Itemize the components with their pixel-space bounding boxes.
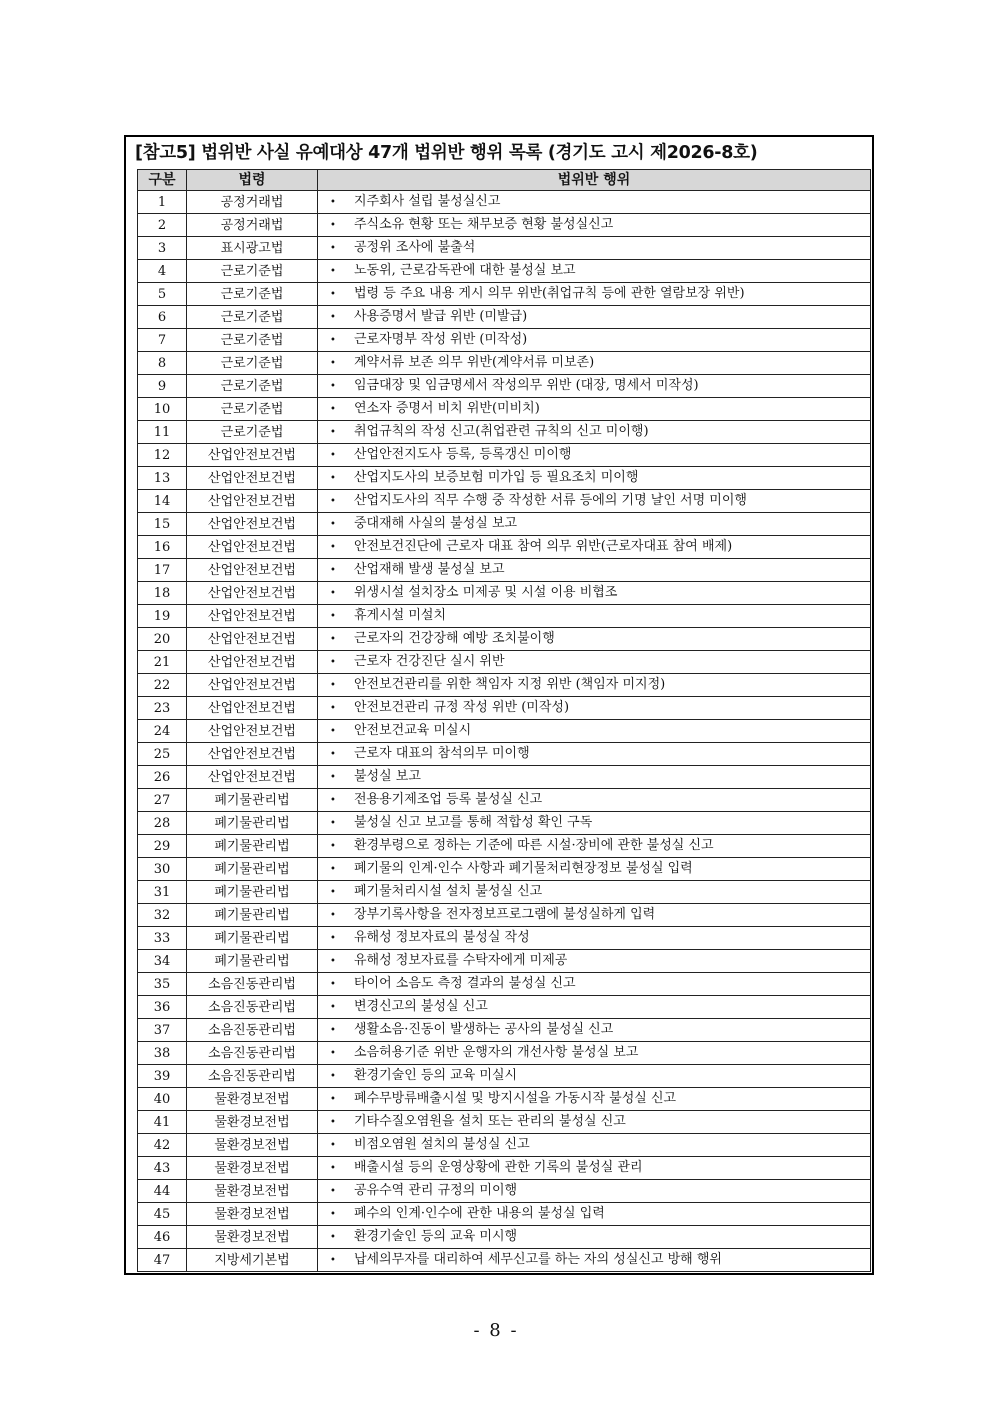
row-violation: [318, 1111, 871, 1134]
row-number: 38: [138, 1042, 187, 1065]
bullet-icon: •: [330, 565, 336, 576]
row-law: 산업안전보건법: [187, 766, 318, 789]
violation-text: 생활소음·진동이 발생하는 공사의 불성실 신고: [354, 1022, 614, 1037]
row-number: 44: [138, 1180, 187, 1203]
row-violation: [318, 812, 871, 835]
violation-text: 사용증명서 발급 위반 (미발급): [354, 309, 528, 324]
violation-text: 기타수질오염원을 설치 또는 관리의 불성실 신고: [354, 1114, 626, 1129]
bullet-icon: •: [330, 979, 336, 990]
row-violation: [318, 260, 871, 283]
bullet-icon: •: [330, 864, 336, 875]
row-violation: [318, 1157, 871, 1180]
table-row: [138, 973, 871, 996]
row-number: 1: [138, 191, 187, 214]
table-row: [138, 996, 871, 1019]
row-number: 37: [138, 1019, 187, 1042]
violation-text: 안전보건관리를 위한 책임자 지정 위반 (책임자 미지정): [354, 677, 666, 692]
row-law: 폐기물관리법: [187, 904, 318, 927]
bullet-icon: •: [330, 519, 336, 530]
table-row: [138, 950, 871, 973]
row-violation: [318, 1226, 871, 1249]
table-row: [138, 1226, 871, 1249]
header-law: 법령: [187, 170, 318, 191]
row-violation: [318, 996, 871, 1019]
bullet-icon: •: [330, 1209, 336, 1220]
table-row: [138, 1019, 871, 1042]
row-law: 물환경보전법: [187, 1088, 318, 1111]
row-law: 소음진동관리법: [187, 1065, 318, 1088]
violation-text: 불성실 신고 보고를 통해 적합성 확인 구독: [354, 815, 593, 830]
row-number: 18: [138, 582, 187, 605]
bullet-icon: •: [330, 841, 336, 852]
table-row: [138, 490, 871, 513]
row-violation: [318, 536, 871, 559]
bullet-icon: •: [330, 266, 336, 277]
violation-text: 안전보건관리 규정 작성 위반 (미작성): [354, 700, 570, 715]
violation-text: 환경기술인 등의 교육 미시행: [354, 1229, 518, 1244]
violation-text: 불성실 보고: [354, 769, 421, 784]
row-number: 22: [138, 674, 187, 697]
table-row: [138, 904, 871, 927]
violation-text: 환경부령으로 정하는 기준에 따른 시설·장비에 관한 불성실 신고: [354, 838, 714, 853]
violation-text: 주식소유 현황 또는 채무보증 현황 불성실신고: [354, 217, 614, 232]
violation-text: 납세의무자를 대리하여 세무신고를 하는 자의 성실신고 방해 행위: [354, 1252, 722, 1267]
row-law: 근로기준법: [187, 421, 318, 444]
row-law: 산업안전보건법: [187, 674, 318, 697]
table-row: [138, 766, 871, 789]
bullet-icon: •: [330, 243, 336, 254]
violation-text: 연소자 증명서 비치 위반(미비치): [354, 401, 540, 416]
bullet-icon: •: [330, 657, 336, 668]
violation-text: 계약서류 보존 의무 위반(계약서류 미보존): [354, 355, 595, 370]
table-row: [138, 743, 871, 766]
row-number: 5: [138, 283, 187, 306]
table-row: [138, 1203, 871, 1226]
violation-text: 공정위 조사에 불출석: [354, 240, 476, 255]
table-row: [138, 306, 871, 329]
table-row: [138, 1249, 871, 1272]
violation-text: 안전보건진단에 근로자 대표 참여 의무 위반(근로자대표 참여 배제): [354, 539, 733, 554]
row-law: 산업안전보건법: [187, 559, 318, 582]
row-law: 산업안전보건법: [187, 628, 318, 651]
row-number: 7: [138, 329, 187, 352]
bullet-icon: •: [330, 1071, 336, 1082]
bullet-icon: •: [330, 749, 336, 760]
row-violation: [318, 306, 871, 329]
row-violation: [318, 904, 871, 927]
bullet-icon: •: [330, 450, 336, 461]
bullet-icon: •: [330, 795, 336, 806]
row-number: 11: [138, 421, 187, 444]
violation-text: 소음허용기준 위반 운행자의 개선사항 불성실 보고: [354, 1045, 639, 1060]
row-number: 39: [138, 1065, 187, 1088]
violation-table: [137, 169, 871, 1272]
table-row: [138, 858, 871, 881]
table-row: [138, 513, 871, 536]
violation-text: 배출시설 등의 운영상황에 관한 기록의 불성실 관리: [354, 1160, 643, 1175]
table-body: [138, 191, 871, 1272]
row-number: 30: [138, 858, 187, 881]
table-row: [138, 375, 871, 398]
violation-text: 법령 등 주요 내용 게시 의무 위반(취업규칙 등에 관한 열람보장 위반): [354, 286, 745, 301]
violation-text: 타이어 소음도 측정 결과의 불성실 신고: [354, 976, 576, 991]
bullet-icon: •: [330, 289, 336, 300]
bullet-icon: •: [330, 634, 336, 645]
violation-text: 폐기물처리시설 설치 불성실 신고: [354, 884, 543, 899]
table-row: [138, 881, 871, 904]
row-violation: [318, 881, 871, 904]
row-violation: [318, 1065, 871, 1088]
bullet-icon: •: [330, 404, 336, 415]
bullet-icon: •: [330, 1163, 336, 1174]
row-law: 폐기물관리법: [187, 858, 318, 881]
row-violation: [318, 214, 871, 237]
violation-text: 비점오염원 설치의 불성실 신고: [354, 1137, 530, 1152]
bullet-icon: •: [330, 956, 336, 967]
row-law: 산업안전보건법: [187, 720, 318, 743]
row-law: 근로기준법: [187, 352, 318, 375]
row-number: 21: [138, 651, 187, 674]
header-act: 법위반 행위: [318, 170, 871, 191]
header-no: 구분: [138, 170, 187, 191]
table-row: [138, 559, 871, 582]
table-row: [138, 605, 871, 628]
row-number: 4: [138, 260, 187, 283]
bullet-icon: •: [330, 1048, 336, 1059]
table-row: [138, 1111, 871, 1134]
bullet-icon: •: [330, 197, 336, 208]
table-row: [138, 444, 871, 467]
violation-text: 임금대장 및 임금명세서 작성의무 위반 (대장, 명세서 미작성): [354, 378, 699, 393]
row-law: 근로기준법: [187, 306, 318, 329]
bullet-icon: •: [330, 1002, 336, 1013]
violation-text: 산업지도사의 보증보험 미가입 등 필요조치 미이행: [354, 470, 639, 485]
row-number: 2: [138, 214, 187, 237]
violation-text: 유해성 정보자료를 수탁자에게 미제공: [354, 953, 568, 968]
row-number: 6: [138, 306, 187, 329]
row-violation: [318, 582, 871, 605]
row-violation: [318, 1203, 871, 1226]
violation-text: 환경기술인 등의 교육 미실시: [354, 1068, 518, 1083]
violation-text: 장부기록사항을 전자정보프로그램에 불성실하게 입력: [354, 907, 656, 922]
row-number: 41: [138, 1111, 187, 1134]
table-row: [138, 421, 871, 444]
bullet-icon: •: [330, 611, 336, 622]
violation-text: 산업재해 발생 불성실 보고: [354, 562, 505, 577]
row-law: 산업안전보건법: [187, 582, 318, 605]
bullet-icon: •: [330, 1117, 336, 1128]
table-row: [138, 697, 871, 720]
violation-text: 근로자명부 작성 위반 (미작성): [354, 332, 528, 347]
row-law: 공정거래법: [187, 191, 318, 214]
row-violation: [318, 421, 871, 444]
violation-text: 근로자 건강진단 실시 위반: [354, 654, 505, 669]
row-number: 9: [138, 375, 187, 398]
row-law: 산업안전보건법: [187, 536, 318, 559]
violation-text: 근로자의 건강장해 예방 조치불이행: [354, 631, 555, 646]
row-law: 물환경보전법: [187, 1134, 318, 1157]
bullet-icon: •: [330, 358, 336, 369]
violation-text: 중대재해 사실의 불성실 보고: [354, 516, 518, 531]
row-violation: [318, 398, 871, 421]
table-row: [138, 467, 871, 490]
bullet-icon: •: [330, 427, 336, 438]
violation-text: 근로자 대표의 참석의무 미이행: [354, 746, 530, 761]
row-number: 34: [138, 950, 187, 973]
row-number: 16: [138, 536, 187, 559]
row-law: 표시광고법: [187, 237, 318, 260]
row-law: 폐기물관리법: [187, 789, 318, 812]
page-number: - 8 -: [473, 1320, 519, 1341]
row-number: 47: [138, 1249, 187, 1272]
bullet-icon: •: [330, 1255, 336, 1266]
bullet-icon: •: [330, 1232, 336, 1243]
row-law: 폐기물관리법: [187, 881, 318, 904]
row-violation: [318, 559, 871, 582]
table-row: [138, 398, 871, 421]
violation-text: 공유수역 관리 규정의 미이행: [354, 1183, 518, 1198]
violation-text: 노동위, 근로감독관에 대한 불성실 보고: [354, 263, 576, 278]
row-number: 40: [138, 1088, 187, 1111]
row-violation: [318, 375, 871, 398]
row-number: 3: [138, 237, 187, 260]
row-violation: [318, 191, 871, 214]
row-number: 29: [138, 835, 187, 858]
row-violation: [318, 444, 871, 467]
violation-text: 변경신고의 불성실 신고: [354, 999, 488, 1014]
row-law: 산업안전보건법: [187, 444, 318, 467]
bullet-icon: •: [330, 335, 336, 346]
bullet-icon: •: [330, 680, 336, 691]
row-law: 산업안전보건법: [187, 490, 318, 513]
bullet-icon: •: [330, 1186, 336, 1197]
row-violation: [318, 628, 871, 651]
violation-text: 폐수무방류배출시설 및 방지시설을 가동시작 불성실 신고: [354, 1091, 677, 1106]
bullet-icon: •: [330, 818, 336, 829]
row-violation: [318, 858, 871, 881]
row-violation: [318, 283, 871, 306]
table-row: [138, 812, 871, 835]
row-violation: [318, 950, 871, 973]
row-violation: [318, 1042, 871, 1065]
row-number: 33: [138, 927, 187, 950]
row-number: 13: [138, 467, 187, 490]
bullet-icon: •: [330, 910, 336, 921]
row-number: 23: [138, 697, 187, 720]
row-number: 35: [138, 973, 187, 996]
table-row: [138, 674, 871, 697]
table-row: [138, 582, 871, 605]
row-law: 지방세기본법: [187, 1249, 318, 1272]
bullet-icon: •: [330, 381, 336, 392]
table-row: [138, 1042, 871, 1065]
row-law: 폐기물관리법: [187, 950, 318, 973]
row-law: 산업안전보건법: [187, 513, 318, 536]
table-title: [참고5] 법위반 사실 유예대상 47개 법위반 행위 목록 (경기도 고시 제2026-8호): [135, 143, 758, 163]
table-row: [138, 927, 871, 950]
row-law: 물환경보전법: [187, 1180, 318, 1203]
row-number: 45: [138, 1203, 187, 1226]
row-violation: [318, 766, 871, 789]
table-row: [138, 329, 871, 352]
bullet-icon: •: [330, 933, 336, 944]
row-number: 14: [138, 490, 187, 513]
row-law: 근로기준법: [187, 398, 318, 421]
row-law: 소음진동관리법: [187, 1019, 318, 1042]
row-number: 42: [138, 1134, 187, 1157]
row-number: 15: [138, 513, 187, 536]
row-law: 산업안전보건법: [187, 467, 318, 490]
violation-text: 산업지도사의 직무 수행 중 작성한 서류 등에의 기명 날인 서명 미이행: [354, 493, 747, 508]
bullet-icon: •: [330, 772, 336, 783]
bullet-icon: •: [330, 588, 336, 599]
violation-text: 유해성 정보자료의 불성실 작성: [354, 930, 530, 945]
table-row: [138, 1180, 871, 1203]
row-violation: [318, 697, 871, 720]
bullet-icon: •: [330, 1140, 336, 1151]
violation-text: 산업안전지도사 등록, 등록갱신 미이행: [354, 447, 572, 462]
row-law: 근로기준법: [187, 329, 318, 352]
row-law: 물환경보전법: [187, 1157, 318, 1180]
bullet-icon: •: [330, 220, 336, 231]
table-row: [138, 352, 871, 375]
table-row: [138, 1157, 871, 1180]
row-violation: [318, 352, 871, 375]
bullet-icon: •: [330, 312, 336, 323]
table-row: [138, 214, 871, 237]
table-row: [138, 283, 871, 306]
violation-text: 폐수의 인계·인수에 관한 내용의 불성실 입력: [354, 1206, 605, 1221]
bullet-icon: •: [330, 473, 336, 484]
row-law: 폐기물관리법: [187, 812, 318, 835]
violation-text: 취업규칙의 작성 신고(취업관련 규칙의 신고 미이행): [354, 424, 649, 439]
row-violation: [318, 789, 871, 812]
row-number: 36: [138, 996, 187, 1019]
violation-text: 전용용기제조업 등록 불성실 신고: [354, 792, 543, 807]
row-law: 근로기준법: [187, 283, 318, 306]
reference-table-frame: [124, 135, 874, 1275]
table-row: [138, 720, 871, 743]
row-number: 43: [138, 1157, 187, 1180]
row-law: 공정거래법: [187, 214, 318, 237]
row-violation: [318, 605, 871, 628]
bullet-icon: •: [330, 726, 336, 737]
row-number: 26: [138, 766, 187, 789]
row-violation: [318, 720, 871, 743]
row-law: 소음진동관리법: [187, 973, 318, 996]
violation-text: 지주회사 설립 불성실신고: [354, 194, 501, 209]
row-number: 32: [138, 904, 187, 927]
row-violation: [318, 513, 871, 536]
violation-text: 휴게시설 미설치: [354, 608, 447, 623]
table-row: [138, 835, 871, 858]
violation-text: 위생시설 설치장소 미제공 및 시설 이용 비협조: [354, 585, 618, 600]
row-number: 20: [138, 628, 187, 651]
table-row: [138, 789, 871, 812]
row-law: 소음진동관리법: [187, 996, 318, 1019]
row-number: 27: [138, 789, 187, 812]
table-row: [138, 260, 871, 283]
row-law: 산업안전보건법: [187, 651, 318, 674]
row-law: 산업안전보건법: [187, 605, 318, 628]
row-violation: [318, 743, 871, 766]
row-number: 24: [138, 720, 187, 743]
table-row: [138, 651, 871, 674]
row-violation: [318, 927, 871, 950]
row-law: 폐기물관리법: [187, 835, 318, 858]
row-law: 소음진동관리법: [187, 1042, 318, 1065]
row-law: 물환경보전법: [187, 1226, 318, 1249]
row-number: 8: [138, 352, 187, 375]
row-violation: [318, 973, 871, 996]
row-law: 근로기준법: [187, 375, 318, 398]
row-violation: [318, 1134, 871, 1157]
bullet-icon: •: [330, 1025, 336, 1036]
row-violation: [318, 467, 871, 490]
row-violation: [318, 1088, 871, 1111]
bullet-icon: •: [330, 542, 336, 553]
row-law: 물환경보전법: [187, 1203, 318, 1226]
bullet-icon: •: [330, 703, 336, 714]
row-violation: [318, 237, 871, 260]
row-violation: [318, 1249, 871, 1272]
row-number: 12: [138, 444, 187, 467]
header-row: [138, 170, 871, 191]
bullet-icon: •: [330, 887, 336, 898]
table-row: [138, 237, 871, 260]
bullet-icon: •: [330, 1094, 336, 1105]
table-row: [138, 1065, 871, 1088]
row-number: 46: [138, 1226, 187, 1249]
row-violation: [318, 329, 871, 352]
row-violation: [318, 674, 871, 697]
row-violation: [318, 651, 871, 674]
row-number: 25: [138, 743, 187, 766]
row-number: 31: [138, 881, 187, 904]
row-law: 폐기물관리법: [187, 927, 318, 950]
row-violation: [318, 490, 871, 513]
row-law: 산업안전보건법: [187, 743, 318, 766]
row-law: 물환경보전법: [187, 1111, 318, 1134]
row-number: 10: [138, 398, 187, 421]
row-violation: [318, 1180, 871, 1203]
table-row: [138, 1088, 871, 1111]
row-violation: [318, 1019, 871, 1042]
row-violation: [318, 835, 871, 858]
table-row: [138, 1134, 871, 1157]
row-number: 28: [138, 812, 187, 835]
bullet-icon: •: [330, 496, 336, 507]
table-row: [138, 191, 871, 214]
row-number: 19: [138, 605, 187, 628]
table-row: [138, 628, 871, 651]
violation-text: 안전보건교육 미실시: [354, 723, 472, 738]
table-row: [138, 536, 871, 559]
row-law: 근로기준법: [187, 260, 318, 283]
row-law: 산업안전보건법: [187, 697, 318, 720]
row-number: 17: [138, 559, 187, 582]
violation-text: 폐기물의 인계·인수 사항과 폐기물처리현장정보 불성실 입력: [354, 861, 693, 876]
